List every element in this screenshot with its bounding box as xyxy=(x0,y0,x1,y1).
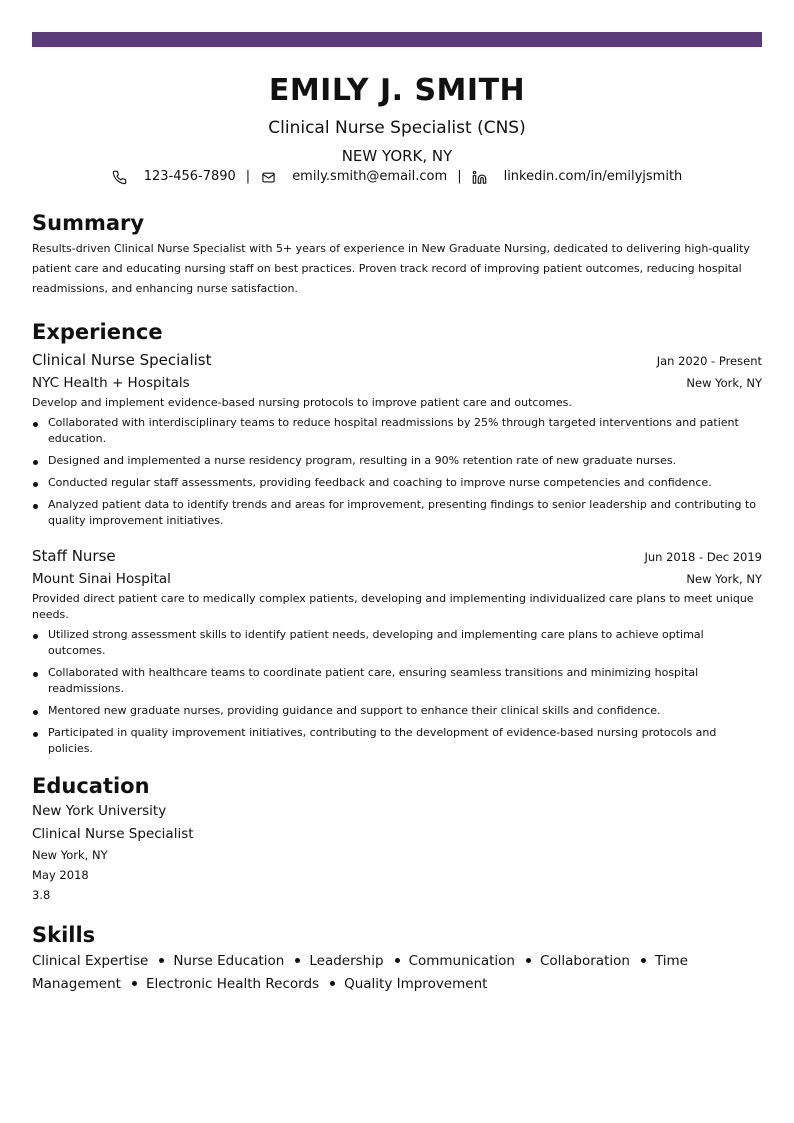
education-date: May 2018 xyxy=(32,868,89,882)
list-item xyxy=(32,703,762,719)
skill-separator-icon xyxy=(395,958,400,963)
bullet-icon xyxy=(33,422,38,427)
skills-heading: Skills xyxy=(32,923,96,947)
list-item xyxy=(32,497,762,529)
linkedin-link[interactable]: linkedin.com/in/emilyjsmith xyxy=(503,169,683,184)
resume-page xyxy=(32,32,762,996)
summary-heading: Summary xyxy=(32,211,145,235)
job-title: Staff Nurse xyxy=(32,547,116,565)
job-location: New York, NY xyxy=(686,572,762,586)
skill-item: Leadership xyxy=(309,953,384,969)
skills-section xyxy=(32,922,762,996)
bullet-text: Analyzed patient data to identify trends and areas for improvement, presenting findings to senior leadership and contributing to quality improvement initiatives. xyxy=(48,498,757,527)
summary-section xyxy=(32,210,762,299)
list-item xyxy=(32,453,762,469)
education-degree: Clinical Nurse Specialist xyxy=(32,826,194,842)
email-link[interactable]: emily.smith@email.com xyxy=(292,169,448,184)
skills-list xyxy=(32,950,762,996)
bullet-text: Mentored new graduate nurses, providing guidance and support to enhance their clinical skills and confidence. xyxy=(48,704,661,717)
experience-heading: Experience xyxy=(32,320,163,344)
education-section xyxy=(32,773,762,904)
job-entry xyxy=(32,349,762,529)
skill-separator-icon xyxy=(641,958,646,963)
accent-bar xyxy=(32,32,762,47)
phone-number[interactable]: 123-456-7890 xyxy=(143,169,236,184)
experience-section xyxy=(32,319,762,757)
skill-item: Nurse Education xyxy=(173,953,285,969)
bullet-icon xyxy=(33,504,38,509)
candidate-name: EMILY J. SMITH xyxy=(268,73,526,108)
job-description: Provided direct patient care to medically complex patients, developing and implementing individualized care plans to meet unique needs. xyxy=(32,592,754,621)
bullet-text: Collaborated with healthcare teams to coordinate patient care, ensuring seamless transitions and minimizing hospital readmissions. xyxy=(48,666,699,695)
bullet-icon xyxy=(33,672,38,677)
bullet-icon xyxy=(33,634,38,639)
skill-separator-icon xyxy=(295,958,300,963)
list-item xyxy=(32,415,762,447)
list-item xyxy=(32,725,762,757)
job-bullets xyxy=(32,415,762,529)
email-icon xyxy=(260,169,276,185)
skill-item: Time Management xyxy=(32,953,688,992)
list-item xyxy=(32,475,762,491)
candidate-title: Clinical Nurse Specialist (CNS) xyxy=(268,118,526,138)
bullet-text: Designed and implemented a nurse residency program, resulting in a 90% retention rate of new graduate nurses. xyxy=(48,454,677,467)
linkedin-icon xyxy=(472,169,488,185)
skill-separator-icon xyxy=(159,958,164,963)
job-entry xyxy=(32,545,762,757)
education-school: New York University xyxy=(32,803,167,819)
skill-item: Collaboration xyxy=(539,953,630,969)
list-item xyxy=(32,665,762,697)
bullet-icon xyxy=(33,732,38,737)
resume-header xyxy=(32,73,762,186)
job-description: Develop and implement evidence-based nursing protocols to improve patient care and outcomes. xyxy=(32,396,572,409)
skill-item: Quality Improvement xyxy=(344,976,488,992)
bullet-icon xyxy=(33,482,38,487)
bullet-text: Utilized strong assessment skills to identify patient needs, developing and implementing care plans to achieve optimal outcomes. xyxy=(48,628,704,657)
phone-icon xyxy=(112,169,128,185)
job-location: New York, NY xyxy=(686,376,762,390)
bullet-text: Conducted regular staff assessments, providing feedback and coaching to improve nurse competencies and confidence. xyxy=(48,476,712,489)
education-heading: Education xyxy=(32,774,150,798)
job-company: NYC Health + Hospitals xyxy=(32,375,190,391)
contact-separator: | xyxy=(457,169,462,184)
job-dates: Jan 2020 - Present xyxy=(656,354,762,368)
list-item xyxy=(32,627,762,659)
bullet-icon xyxy=(33,710,38,715)
job-company: Mount Sinai Hospital xyxy=(32,571,171,587)
contact-separator: | xyxy=(245,169,251,184)
education-gpa: 3.8 xyxy=(32,888,51,902)
bullet-icon xyxy=(33,460,38,465)
summary-text: Results-driven Clinical Nurse Specialist with 5+ years of experience in New Graduate Nursing, dedicated to delivering high-quality patient care and educating nursing staff on best practices. Proven track record of improving patient outcomes, reducing hospital readmissions, and enhancing nurse satisfaction. xyxy=(32,242,750,295)
skill-item: Communication xyxy=(408,953,515,969)
skill-item: Clinical Expertise xyxy=(32,953,149,969)
job-dates: Jun 2018 - Dec 2019 xyxy=(644,550,762,564)
skill-separator-icon xyxy=(330,981,335,986)
skill-item: Electronic Health Records xyxy=(145,976,320,992)
candidate-location: NEW YORK, NY xyxy=(341,147,453,165)
education-location: New York, NY xyxy=(32,848,108,862)
skill-separator-icon xyxy=(526,958,531,963)
bullet-text: Collaborated with interdisciplinary teams to reduce hospital readmissions by 25% through targeted interventions and patient education. xyxy=(48,416,739,445)
bullet-text: Participated in quality improvement initiatives, contributing to the development of evidence-based nursing protocols and policies. xyxy=(48,726,717,755)
job-bullets xyxy=(32,627,762,757)
skill-separator-icon xyxy=(132,981,137,986)
contact-line xyxy=(32,168,762,186)
job-title: Clinical Nurse Specialist xyxy=(32,351,212,369)
